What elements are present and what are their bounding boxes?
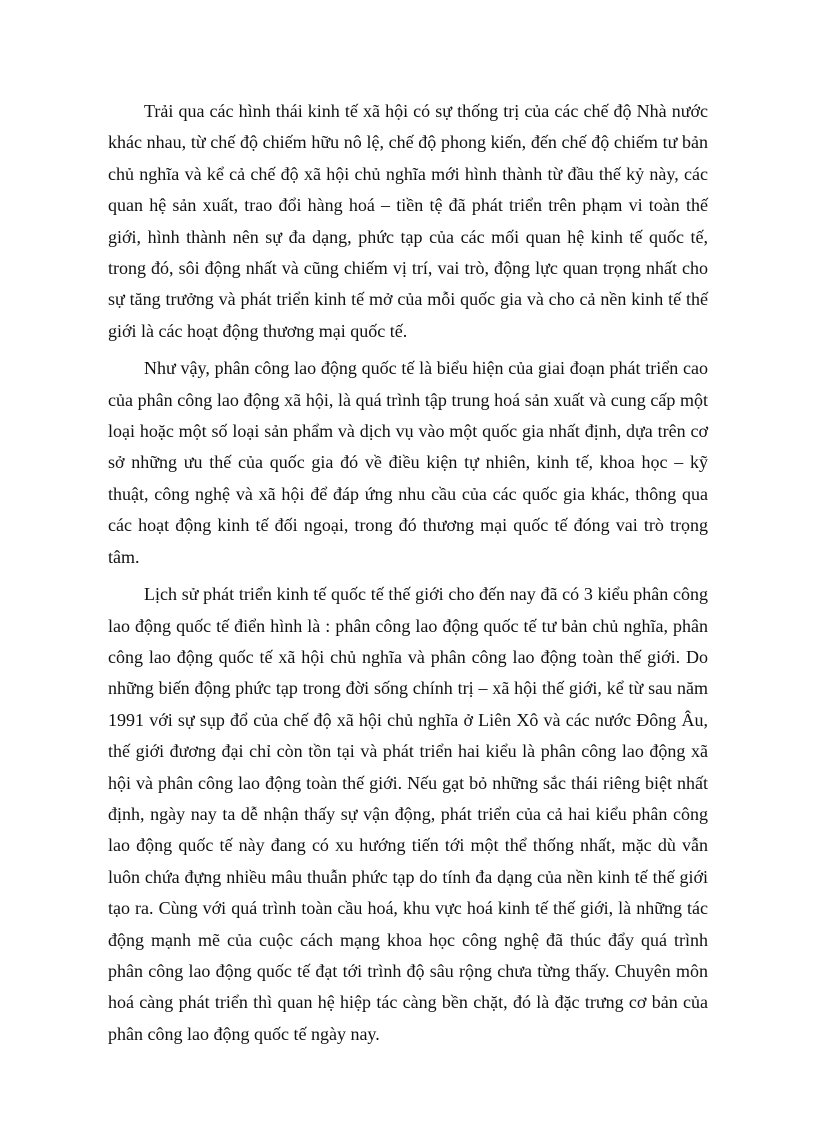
document-body (108, 96, 708, 1050)
paragraph-3: Lịch sử phát triển kinh tế quốc tế thế giới cho đến nay đã có 3 kiểu phân công lao động quốc tế điển hình là : phân công lao động quốc tế tư bản chủ nghĩa, phân công lao động quốc tế xã hội chủ nghĩa và phân công lao động toàn thế giới. Do những biến động phức tạp trong đời sống chính trị – xã hội thế giới, kể từ sau năm 1991 với sự sụp đổ của chế độ xã hội chủ nghĩa ở Liên Xô và các nước Đông Âu, thế giới đương đại chỉ còn tồn tại và phát triển hai kiểu là phân công lao động xã hội và phân công lao động toàn thế giới. Nếu gạt bỏ những sắc thái riêng biệt nhất định, ngày nay ta dễ nhận thấy sự vận động, phát triển của cả hai kiểu phân công lao động quốc tế này đang có xu hướng tiến tới một thể thống nhất, mặc dù vẫn luôn chứa đựng nhiều mâu thuẫn phức tạp do tính đa dạng của nền kinh tế thế giới tạo ra. Cùng với quá trình toàn cầu hoá, khu vực hoá kinh tế thế giới, là những tác động mạnh mẽ của cuộc cách mạng khoa học công nghệ đã thúc đẩy quá trình phân công lao động quốc tế đạt tới trình độ sâu rộng chưa từng thấy. Chuyên môn hoá càng phát triển thì quan hệ hiệp tác càng bền chặt, đó là đặc trưng cơ bản của phân công lao động quốc tế ngày nay. (108, 584, 708, 1044)
paragraph-1: Trải qua các hình thái kinh tế xã hội có sự thống trị của các chế độ Nhà nước khác nhau, từ chế độ chiếm hữu nô lệ, chế độ phong kiến, đến chế độ chiếm tư bản chủ nghĩa và kể cả chế độ xã hội chủ nghĩa mới hình thành từ đầu thế kỷ này, các quan hệ sản xuất, trao đổi hàng hoá – tiền tệ đã phát triển trên phạm vi toàn thế giới, hình thành nên sự đa dạng, phức tạp của các mối quan hệ kinh tế quốc tế, trong đó, sôi động nhất và cũng chiếm vị trí, vai trò, động lực quan trọng nhất cho sự tăng trưởng và phát triển kinh tế mở của mỗi quốc gia và cho cả nền kinh tế thế giới là các hoạt động thương mại quốc tế. (108, 101, 708, 341)
paragraph-2: Như vậy, phân công lao động quốc tế là biểu hiện của giai đoạn phát triển cao của phân công lao động xã hội, là quá trình tập trung hoá sản xuất và cung cấp một loại hoặc một số loại sản phẩm và dịch vụ vào một quốc gia nhất định, dựa trên cơ sở những ưu thế của quốc gia đó về điều kiện tự nhiên, kinh tế, khoa học – kỹ thuật, công nghệ và xã hội để đáp ứng nhu cầu của các quốc gia khác, thông qua các hoạt động kinh tế đối ngoại, trong đó thương mại quốc tế đóng vai trò trọng tâm. (108, 358, 708, 567)
